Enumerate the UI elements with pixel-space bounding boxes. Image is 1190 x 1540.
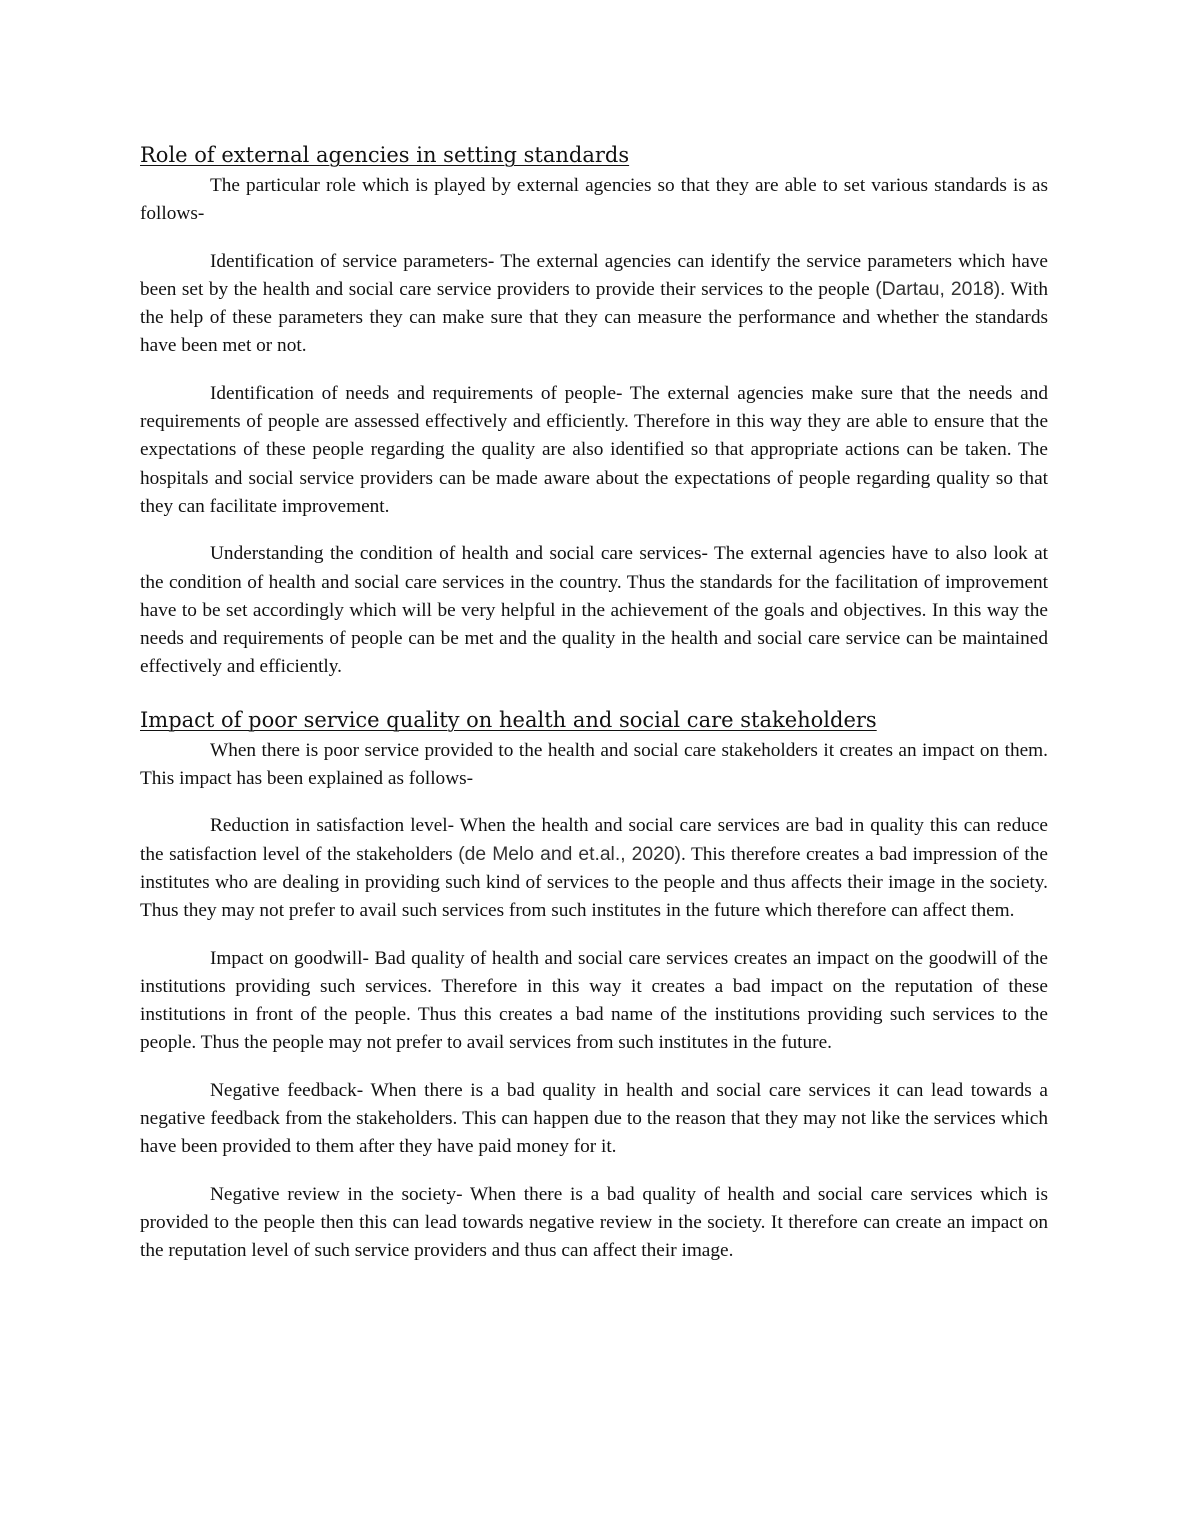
paragraph-needs-requirements: Identification of needs and requirements of people- The external agencies make sure that the needs and requirements of people are assessed effectively and efficiently. Therefore in this way they are able to ensure that the expectations of these people regarding the quality are also identified so that appropriate actions can be taken. The hospitals and social service providers can be made aware about the expectations of people regarding quality so that they can facilitate improvement. xyxy=(140,382,1048,517)
paragraph-negative-review: Negative review in the society- When there is a bad quality of health and social care services which is provided to the people then this can lead towards negative review in the society. It therefore can create an impact on the reputation level of such service providers and thus can affect their image. xyxy=(140,1183,1048,1262)
document-page xyxy=(140,138,1048,1285)
paragraph-text: . This therefore creates a bad impression of the institutes who are dealing in providing such kind of services to the people and thus affects their image in the society. Thus they may not prefer to avail such services from such institutes in the future which therefore can affect them. xyxy=(140,843,1048,922)
section-heading: Role of external agencies in setting standards xyxy=(140,143,630,167)
paragraph-satisfaction-level xyxy=(140,812,1048,925)
paragraph-text: . With the help of these parameters they can make sure that they can measure the performance and whether the standards have been met or not. xyxy=(140,278,1049,357)
section-heading: Impact of poor service quality on health and social care stakeholders xyxy=(140,707,877,732)
paragraph-service-parameters xyxy=(140,248,1048,361)
paragraph-text: Identification of service parameters- The external agencies can identify the service parameters which have been set by the health and social care service providers to provide their services to the people xyxy=(140,250,1048,300)
citation: (Dartau, 2018) xyxy=(875,278,1001,300)
intro-paragraph: The particular role which is played by external agencies so that they are able to set various standards is as follows- xyxy=(140,175,1048,225)
paragraph-condition-services: Understanding the condition of health and social care services- The external agencies have to also look at the condition of health and social care services in the country. Thus the standards for the facilitation of improvement have to be set accordingly which will be very helpful in the achievement of the goals and objectives. In this way the needs and requirements of people can be met and the quality in the health and social care service can be maintained effectively and efficiently. xyxy=(140,543,1048,678)
section-external-agencies xyxy=(140,138,1048,682)
intro-paragraph: When there is poor service provided to the health and social care stakeholders it creates an impact on them. This impact has been explained as follows- xyxy=(140,739,1048,790)
section-poor-service-impact xyxy=(140,703,1048,1266)
paragraph-negative-feedback: Negative feedback- When there is a bad quality in health and social care services it can lead towards a negative feedback from the stakeholders. This can happen due to the reason that they may not like the services which have been provided to them after they have paid money for it. xyxy=(140,1079,1048,1158)
citation: (de Melo and et.al., 2020) xyxy=(458,843,681,865)
paragraph-goodwill: Impact on goodwill- Bad quality of health and social care services creates an impact on the goodwill of the institutions providing such services. Therefore in this way it creates a bad impact on the reputation of these institutions in front of the people. Thus this creates a bad name of the institutions providing such services to the people. Thus the people may not prefer to avail services from such institutes in the future. xyxy=(140,947,1048,1054)
paragraph-text: Reduction in satisfaction level- When the health and social care services are bad in quality this can reduce the satisfaction level of the stakeholders xyxy=(140,815,1048,865)
